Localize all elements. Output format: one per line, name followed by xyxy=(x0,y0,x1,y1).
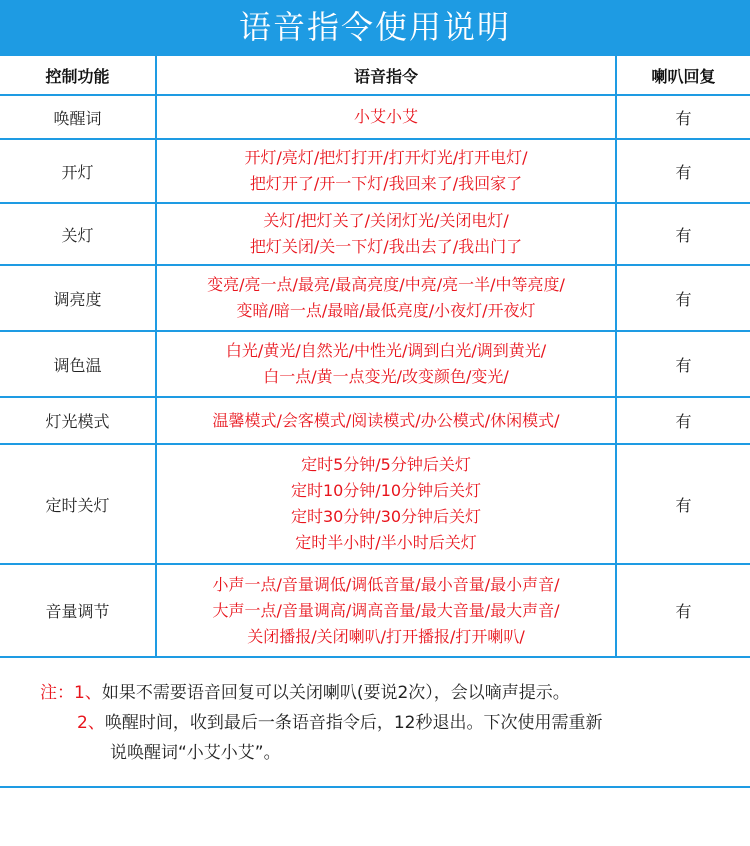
note-label: 注： xyxy=(40,683,74,703)
header-reply: 喇叭回复 xyxy=(616,55,750,95)
command-line: 关灯/把灯关了/关闭灯光/关闭电灯/ xyxy=(263,211,509,230)
note-text: 如果不需要语音回复可以关闭喇叭(要说2次），会以嘀声提示。 xyxy=(101,683,570,703)
command-line: 定时半小时/半小时后关灯 xyxy=(295,533,477,552)
command-line: 把灯开了/开一下灯/我回来了/我回家了 xyxy=(249,174,523,193)
voice-command-table xyxy=(0,54,750,658)
note-text: 唤醒时间，收到最后一条语音指令后，12秒退出。下次使用需重新 xyxy=(104,713,603,733)
note-item-2 xyxy=(77,708,730,738)
command-line: 变亮/亮一点/最亮/最高亮度/中亮/亮一半/中等亮度/ xyxy=(207,275,565,294)
command-cell xyxy=(156,564,616,657)
table-row xyxy=(0,397,750,444)
command-line: 温馨模式/会客模式/阅读模式/办公模式/休闲模式/ xyxy=(212,410,560,430)
command-cell xyxy=(156,265,616,331)
command-line: 定时30分钟/30分钟后关灯 xyxy=(290,507,482,526)
command-cell xyxy=(156,95,616,139)
command-cell xyxy=(156,444,616,564)
command-line: 白光/黄光/自然光/中性光/调到白光/调到黄光/ xyxy=(225,341,547,360)
command-cell xyxy=(156,331,616,397)
reply-cell: 有 xyxy=(616,265,750,331)
table-row xyxy=(0,265,750,331)
reply-cell: 有 xyxy=(616,397,750,444)
header-command: 语音指令 xyxy=(156,55,616,95)
table-row xyxy=(0,203,750,265)
function-cell: 调亮度 xyxy=(0,265,156,331)
table-row xyxy=(0,95,750,139)
reply-cell: 有 xyxy=(616,331,750,397)
function-cell: 开灯 xyxy=(0,139,156,203)
note-item-2-continued xyxy=(110,738,730,768)
command-cell xyxy=(156,203,616,265)
function-cell: 灯光模式 xyxy=(0,397,156,444)
note-text: 说唤醒词“小艾小艾”。 xyxy=(110,743,281,763)
command-line: 小声一点/音量调低/调低音量/最小音量/最小声音/ xyxy=(212,574,560,594)
command-line: 关闭播报/关闭喇叭/打开播报/打开喇叭/ xyxy=(247,626,525,646)
command-line: 定时5分钟/5分钟后关灯 xyxy=(301,455,471,474)
note-number: 2、 xyxy=(77,713,105,733)
table-row xyxy=(0,444,750,564)
function-cell: 唤醒词 xyxy=(0,95,156,139)
command-line: 变暗/暗一点/最暗/最低亮度/小夜灯/开夜灯 xyxy=(236,301,536,320)
function-cell: 音量调节 xyxy=(0,564,156,657)
reply-cell: 有 xyxy=(616,203,750,265)
table-row xyxy=(0,564,750,657)
reply-cell: 有 xyxy=(616,444,750,564)
reply-cell: 有 xyxy=(616,564,750,657)
header-function: 控制功能 xyxy=(0,55,156,95)
command-cell xyxy=(156,397,616,444)
function-cell: 调色温 xyxy=(0,331,156,397)
reply-cell: 有 xyxy=(616,95,750,139)
note-number: 1、 xyxy=(74,683,102,703)
command-cell xyxy=(156,139,616,203)
table-header-row xyxy=(0,55,750,95)
notes-section xyxy=(0,656,750,788)
page-title: 语音指令使用说明 xyxy=(0,0,750,54)
command-line: 小艾小艾 xyxy=(353,107,418,126)
note-item-1 xyxy=(40,678,730,708)
command-line: 开灯/亮灯/把灯打开/打开灯光/打开电灯/ xyxy=(244,148,528,167)
reply-cell: 有 xyxy=(616,139,750,203)
command-line: 定时10分钟/10分钟后关灯 xyxy=(290,481,482,500)
command-line: 大声一点/音量调高/调高音量/最大音量/最大声音/ xyxy=(212,600,560,620)
command-line: 白一点/黄一点变光/改变颜色/变光/ xyxy=(263,367,509,386)
table-row xyxy=(0,139,750,203)
table-row xyxy=(0,331,750,397)
function-cell: 关灯 xyxy=(0,203,156,265)
function-cell: 定时关灯 xyxy=(0,444,156,564)
command-line: 把灯关闭/关一下灯/我出去了/我出门了 xyxy=(249,237,523,256)
